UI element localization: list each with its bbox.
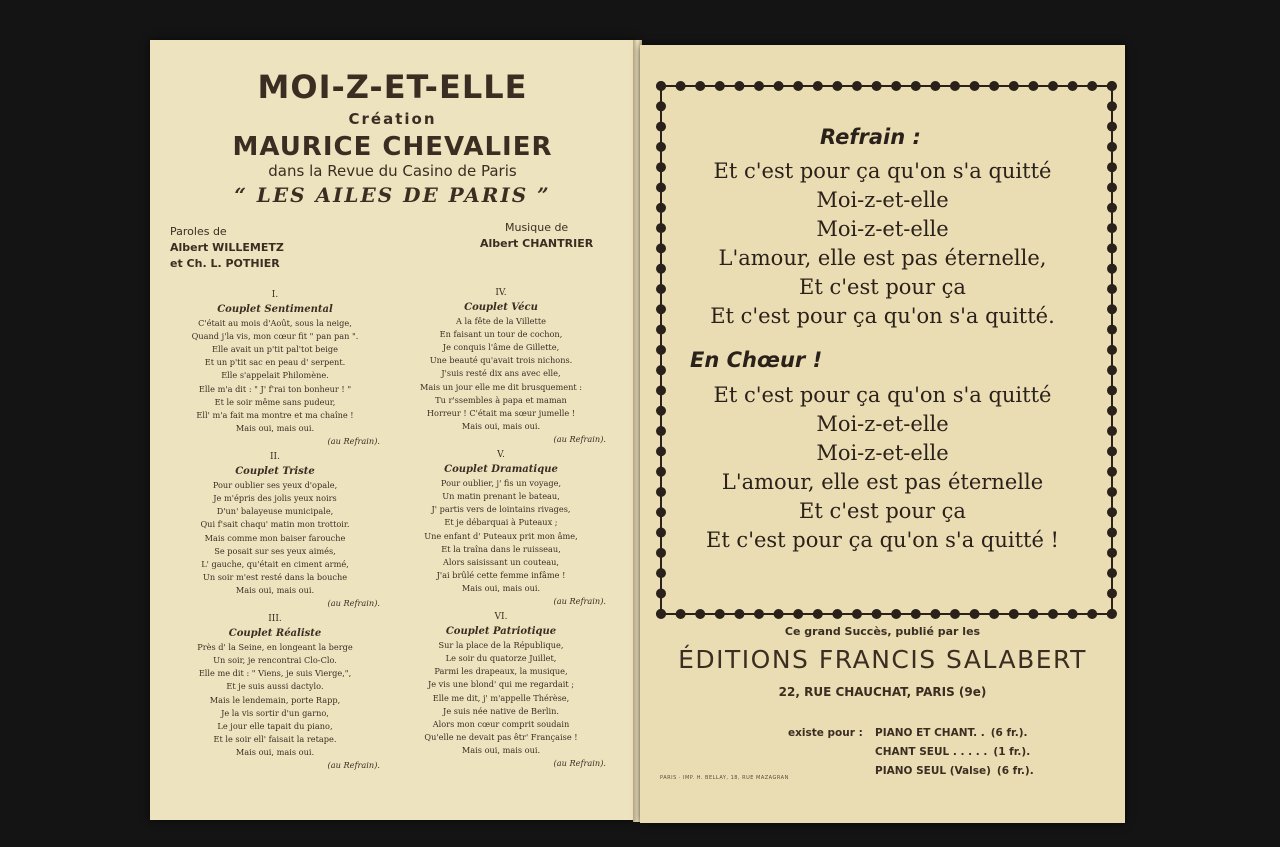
couplet-line: Alors mon cœur comprit soudain [432,718,570,729]
couplet-line: Pour oublier, j' fis un voyage, [440,478,562,489]
couplet-line: Qui f'sait chaqu' matin mon trottoir. [200,519,350,530]
couplet-line: A la fête de la Villette [456,316,546,327]
couplet-line: Un soir m'est resté dans la bouche [202,571,348,582]
publisher-name: ÉDITIONS FRANCIS SALABERT [678,645,1087,674]
couplet-line: Elle me dit, j' m'appelle Thérèse, [432,692,570,703]
edition-row [875,762,1034,781]
couplet-number: I. [271,290,279,300]
couplet-line: Parmi les drapeaux, la musique, [434,666,568,677]
couplet-title: Couplet Vécu [464,302,538,314]
creation-label: Création [348,110,437,128]
couplet-line: Je la vis sortir d'un garno, [221,707,329,718]
couplet-line: Alors saisissant un couteau, [443,556,559,567]
couplet-line: Et un p'tit sac en peau d' serpent. [204,357,346,368]
couplet-line: Elle me dit : " Viens, je suis Vierge,", [198,668,352,679]
couplet-line: Un soir, je rencontrai Clo-Clo. [213,655,337,666]
refrain-cue: (au Refrain). [327,597,380,608]
couplet-line: Une beauté qu'avait trois nichons. [429,355,573,366]
couplet-line: J'suis resté dix ans avec elle, [441,368,561,379]
choeur-line: Et c'est pour ça [799,499,966,523]
choeur-heading: En Chœur ! [690,348,823,372]
music-credit: Musique de Albert CHANTRIER [480,221,594,250]
couplet-1 [160,289,390,448]
editions-list [875,724,1034,781]
edition-name: CHANT SEUL . . . . . [875,746,988,758]
couplet-line: Mais oui, mais oui. [461,582,541,593]
couplets-column-right [386,284,616,770]
couplet-line: Sur la place de la République, [438,640,564,651]
couplet-title: Couplet Patriotique [445,626,557,638]
exists-label: existe pour : [788,727,863,739]
couplet-line: Quand j'la vis, mon cœur fit " pan pan ". [191,331,359,342]
couplet-line: J' partis vers de lointains rivages, [431,504,571,515]
couplet-line: Tu r'ssembles à papa et maman [435,394,567,405]
printer-mark: PARIS · IMP. H. BELLAY, 18, RUE MAZAGRAN [660,775,789,781]
refrain-cue: (au Refrain). [327,760,380,770]
choeur-line: Moi-z-et-elle [816,412,949,436]
refrain-heading: Refrain : [820,125,921,149]
refrain-line: Et c'est pour ça [799,275,966,299]
couplet-line: Ell' m'a fait ma montre et ma chaîne ! [196,409,354,420]
couplet-line: Mais oui, mais oui. [235,422,315,433]
couplet-3 [160,613,390,772]
refrain-line: Moi-z-et-elle [816,217,949,241]
couplet-line: Et je débarquai à Puteaux ; [444,517,558,528]
edition-row [875,743,1034,762]
couplet-line: Mais oui, mais oui. [461,420,541,431]
show-name: “ LES AILES DE PARIS ” [234,183,551,207]
couplet-line: J'ai brûlé cette femme infâme ! [436,569,566,580]
couplet-line: D'un' balayeuse municipale, [216,506,334,517]
couplet-line: Je suis née native de Berlin. [443,705,559,716]
choeur-line: Et c'est pour ça qu'on s'a quitté [713,383,1052,407]
couplet-line: Une enfant d' Puteaux prit mon âme, [424,530,578,541]
couplet-number: II. [270,452,280,463]
couplet-number: V. [497,450,505,461]
couplet-line: Et je suis aussi dactylo. [226,681,324,692]
couplet-line: Se posait sur ses yeux aimés, [214,545,336,556]
publisher-address: 22, RUE CHAUCHAT, PARIS (9e) [778,685,987,699]
couplet-line: En faisant un tour de cochon, [439,329,563,340]
couplet-line: Mais oui, mais oui. [235,746,315,757]
choeur-line: L'amour, elle est pas éternelle [721,470,1044,494]
couplet-line: Mais oui, mais oui. [235,584,315,595]
revue-line: dans la Revue du Casino de Paris [268,162,517,180]
couplet-line: Un matin prenant le bateau, [442,491,560,502]
refrain-cue: (au Refrain). [327,435,380,446]
couplet-title: Couplet Dramatique [444,464,558,476]
refrain-line: Et c'est pour ça qu'on s'a quitté [713,159,1052,183]
artist-name: MAURICE CHEVALIER [232,132,553,162]
couplet-line: Et le soir ell' faisait la retape. [213,733,337,744]
couplet-line: Le soir du quatorze Juillet, [445,653,557,664]
couplet-line: Et la traîna dans le ruisseau, [441,543,561,554]
refrain-cue: (au Refrain). [553,758,606,768]
edition-price: (6 fr.). [996,765,1034,777]
song-title: MOI-Z-ET-ELLE [257,68,528,106]
couplet-title: Couplet Sentimental [217,304,333,316]
couplet-line: Elle m'a dit : " J' f'rai ton bonheur ! " [198,383,352,394]
couplet-line: Elle avait un p'tit pal'tot beige [212,344,338,355]
couplet-line: Je conquis l'âme de Gillette, [442,342,560,353]
couplets-column-left [160,286,390,772]
refrain-cue: (au Refrain). [553,595,606,606]
choeur-line: Et c'est pour ça qu'on s'a quitté ! [705,528,1059,552]
couplet-number: III. [268,614,282,625]
couplet-line: Le jour elle tapait du piano, [217,720,333,731]
couplet-line: Pour oublier ses yeux d'opale, [212,480,338,491]
couplet-line: Mais oui, mais oui. [461,744,541,755]
couplet-line: L' gauche, qu'était en ciment armé, [201,558,349,569]
left-page [150,40,635,820]
right-page [640,45,1125,823]
couplet-line: Mais un jour elle me dit brusquement : [419,381,583,392]
choeur-line: Moi-z-et-elle [816,441,949,465]
refrain-line: Moi-z-et-elle [816,188,949,212]
edition-row [875,724,1034,743]
couplet-line: Mais comme mon baiser farouche [204,532,346,543]
couplet-title: Couplet Réaliste [228,628,322,640]
couplet-line: Horreur ! C'était ma sœur jumelle ! [426,407,576,418]
couplet-line: C'était au mois d'Août, sous la neige, [198,318,352,329]
edition-name: PIANO ET CHANT. . [875,727,985,739]
couplet-line: Je vis une blond' qui me regardait ; [427,679,575,690]
couplet-number: IV. [495,288,507,298]
edition-name: PIANO SEUL (Valse) [875,765,991,777]
couplet-line: Près d' la Seine, en longeant la berge [197,642,353,653]
publisher-intro: Ce grand Succès, publié par les [784,625,981,638]
couplet-number: VI. [494,612,508,623]
couplet-4 [386,287,616,446]
couplet-2 [160,451,390,610]
couplet-line: Elle s'appelait Philomène. [221,370,329,381]
couplet-5 [386,449,616,608]
edition-price: (6 fr.). [990,727,1028,739]
couplet-line: Et le soir même sans pudeur, [214,396,336,407]
edition-price: (1 fr.). [993,746,1031,758]
couplet-line: Je m'épris des jolis yeux noirs [213,493,337,504]
couplet-6 [386,611,616,770]
refrain-cue: (au Refrain). [553,433,606,444]
couplet-line: Qu'elle ne devait pas êtr' Française ! [424,731,578,742]
lyrics-credit: Paroles de Albert WILLEMETZ et Ch. L. POTHIER [170,225,284,270]
refrain-line: Et c'est pour ça qu'on s'a quitté. [710,304,1055,328]
refrain-line: L'amour, elle est pas éternelle, [718,246,1047,270]
couplet-line: Mais le lendemain, porte Rapp, [209,694,341,705]
couplet-title: Couplet Triste [235,466,315,478]
